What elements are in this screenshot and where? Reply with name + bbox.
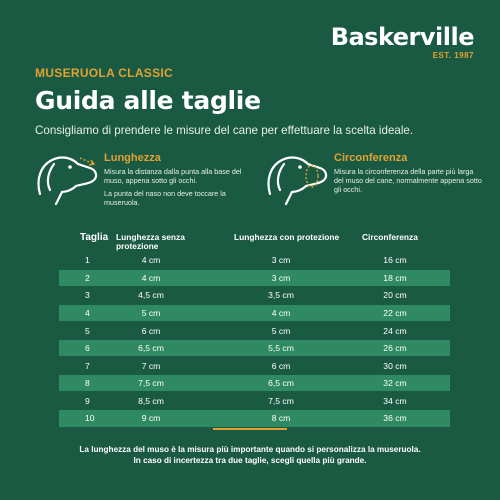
length-no-protection-cell: 5 cm [141,307,161,318]
length-no-protection-cell: 9 cm [141,413,161,424]
length-note: La punta del naso non deve toccare la museruola. [104,189,226,207]
circumference-title: Circonferenza [334,152,408,164]
footer-line-1: La lunghezza del muso è la misura più importante quando si personalizza la museruola. [79,445,421,454]
circumference-cell: 30 cm [383,360,407,371]
divider [213,428,287,430]
product-kicker: MUSERUOLA CLASSIC [35,66,173,80]
size-table-header [59,229,450,252]
length-protection-cell: 3,5 cm [268,290,294,301]
table-row [59,322,450,338]
brand-name: Baskerville [330,23,474,51]
table-row [59,252,450,268]
length-protection-cell: 3 cm [271,272,291,283]
size-cell: 7 [85,360,90,371]
size-cell: 9 [85,395,90,406]
table-row [59,270,450,286]
footer-line-2: In caso di incertezza tra due taglie, scegli quella più grande. [133,456,367,465]
length-protection-cell: 6 cm [271,360,291,371]
dog-head-circumference-icon [262,150,332,210]
brand-est: EST. 1987 [432,51,474,60]
header-length-no-protection: Lunghezza senza protezione [116,232,185,251]
size-cell: 10 [85,413,95,424]
length-no-protection-cell: 6 cm [141,325,161,336]
footer-note [60,444,440,466]
circumference-cell: 18 cm [383,272,407,283]
size-cell: 5 [85,325,90,336]
circumference-cell: 32 cm [383,378,407,389]
length-protection-cell: 6,5 cm [268,378,294,389]
length-no-protection-cell: 8,5 cm [138,395,164,406]
circumference-cell: 24 cm [383,325,407,336]
length-no-protection-cell: 4 cm [141,255,161,266]
length-no-protection-cell: 4 cm [141,272,161,283]
length-protection-cell: 8 cm [271,413,291,424]
table-row [59,410,450,426]
length-protection-cell: 4 cm [271,307,291,318]
header-circumference: Circonferenza [362,232,418,242]
dog-head-length-icon [32,150,102,210]
length-protection-cell: 3 cm [271,255,291,266]
circumference-cell: 26 cm [383,343,407,354]
size-cell: 1 [85,255,90,266]
size-table-body [59,252,450,427]
length-desc: Misura la distanza dalla punta alla base del muso, appena sotto gli occhi. [104,167,242,185]
table-row [59,305,450,321]
table-row [59,357,450,373]
header-size: Taglia [80,232,109,243]
size-cell: 4 [85,307,90,318]
length-protection-cell: 5,5 cm [268,343,294,354]
length-no-protection-cell: 6,5 cm [138,343,164,354]
table-row [59,393,450,409]
table-row [59,340,450,356]
size-cell: 2 [85,272,90,283]
length-protection-cell: 7,5 cm [268,395,294,406]
table-row [59,375,450,391]
circumference-cell: 36 cm [383,413,407,424]
circumference-cell: 34 cm [383,395,407,406]
intro-text: Consigliamo di prendere le misure del cane per effettuare la scelta ideale. [35,124,414,137]
circumference-cell: 20 cm [383,290,407,301]
circumference-cell: 16 cm [383,255,407,266]
length-title: Lunghezza [104,152,161,164]
brand-logo [331,24,474,60]
length-no-protection-cell: 7 cm [141,360,161,371]
size-cell: 3 [85,290,90,301]
page-title: Guida alle taglie [35,86,261,115]
length-no-protection-cell: 4,5 cm [138,290,164,301]
header-length-protection: Lunghezza con protezione [234,232,340,242]
circumference-cell: 22 cm [383,307,407,318]
table-row [59,287,450,303]
size-cell: 6 [85,343,90,354]
size-table [59,229,450,428]
length-protection-cell: 5 cm [271,325,291,336]
circumference-desc: Misura la circonferenza della parte più larga del muso del cane, normalmente appena sotto gli occhi. [334,167,482,194]
size-cell: 8 [85,378,90,389]
length-no-protection-cell: 7,5 cm [138,378,164,389]
